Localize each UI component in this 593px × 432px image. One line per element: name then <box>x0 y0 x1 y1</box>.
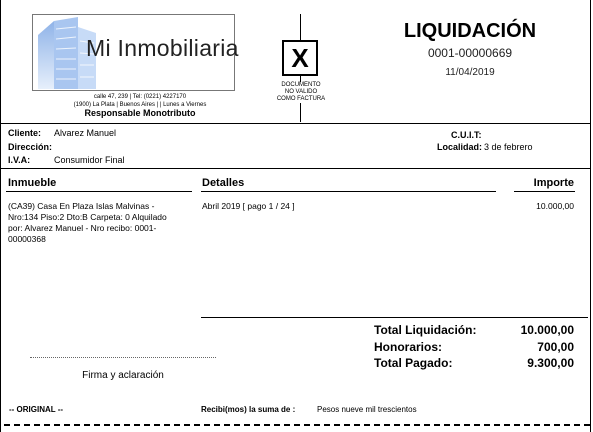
property-text-line: (CA39) Casa En Plaza Islas Malvinas - <box>8 201 155 211</box>
property-text-line: por: Alvarez Manuel - Nro recibo: 0001- <box>8 223 157 233</box>
company-address: calle 47, 239 | Tel: (0221) 4227170 <box>93 94 187 100</box>
line-item-amount: 10.000,00 <box>536 201 574 211</box>
paid-label: Total Pagado: <box>374 356 453 370</box>
property-text-line: 00000368 <box>8 234 46 244</box>
received-label: Recibi(mos) la suma de : <box>201 405 296 414</box>
header-rule <box>0 123 591 124</box>
locality-label: Localidad: <box>437 142 483 152</box>
line-item-details: Abril 2019 [ pago 1 / 24 ] <box>202 201 295 211</box>
company-tax-status: Responsable Monotributo <box>84 108 196 118</box>
column-property-underline <box>6 191 192 192</box>
signature-label: Firma y aclaración <box>82 370 164 381</box>
document-type-letter: X <box>282 40 318 76</box>
locality-value: 3 de febrero <box>484 142 533 152</box>
note-line: NO VALIDO <box>284 89 318 95</box>
totals-rule <box>201 317 588 318</box>
client-rule <box>0 168 591 169</box>
iva-value: Consumidor Final <box>54 155 125 165</box>
document-type-note <box>262 82 340 103</box>
document-title: LIQUIDACIÓN <box>403 20 537 42</box>
signature-line <box>30 357 216 358</box>
note-line: DOCUMENTO <box>281 82 321 88</box>
column-property: Inmueble <box>8 177 57 189</box>
fees-label: Honorarios: <box>374 340 443 354</box>
client-label: Cliente: <box>8 128 42 138</box>
copy-label: -- ORIGINAL -- <box>9 405 64 414</box>
property-text-line: Nro:134 Piso:2 Dto:B Carpeta: 0 Alquilado <box>8 212 167 222</box>
address-label: Dirección: <box>8 142 53 152</box>
company-name: Mi Inmobiliaria <box>86 35 239 61</box>
cuit-label: C.U.I.T: <box>451 130 482 140</box>
column-amount-underline <box>514 191 575 192</box>
document-number: 0001-00000669 <box>427 46 513 60</box>
fees-value: 700,00 <box>537 340 574 354</box>
total-value: 10.000,00 <box>520 323 574 337</box>
total-label: Total Liquidación: <box>374 323 477 337</box>
iva-label: I.V.A: <box>8 155 31 165</box>
column-amount: Importe <box>533 177 574 189</box>
document-date: 11/04/2019 <box>445 67 495 78</box>
received-value: Pesos nueve mil trescientos <box>317 405 417 414</box>
column-details-underline <box>201 191 496 192</box>
note-line: COMO FACTURA <box>276 96 326 102</box>
paid-value: 9.300,00 <box>527 356 574 370</box>
company-city-hours: (1900) La Plata | Buenos Aires | | Lunes a Viernes <box>73 102 207 108</box>
client-value: Alvarez Manuel <box>54 128 117 138</box>
cut-line <box>4 424 590 426</box>
column-details: Detalles <box>202 177 245 189</box>
line-item-property <box>8 201 198 245</box>
